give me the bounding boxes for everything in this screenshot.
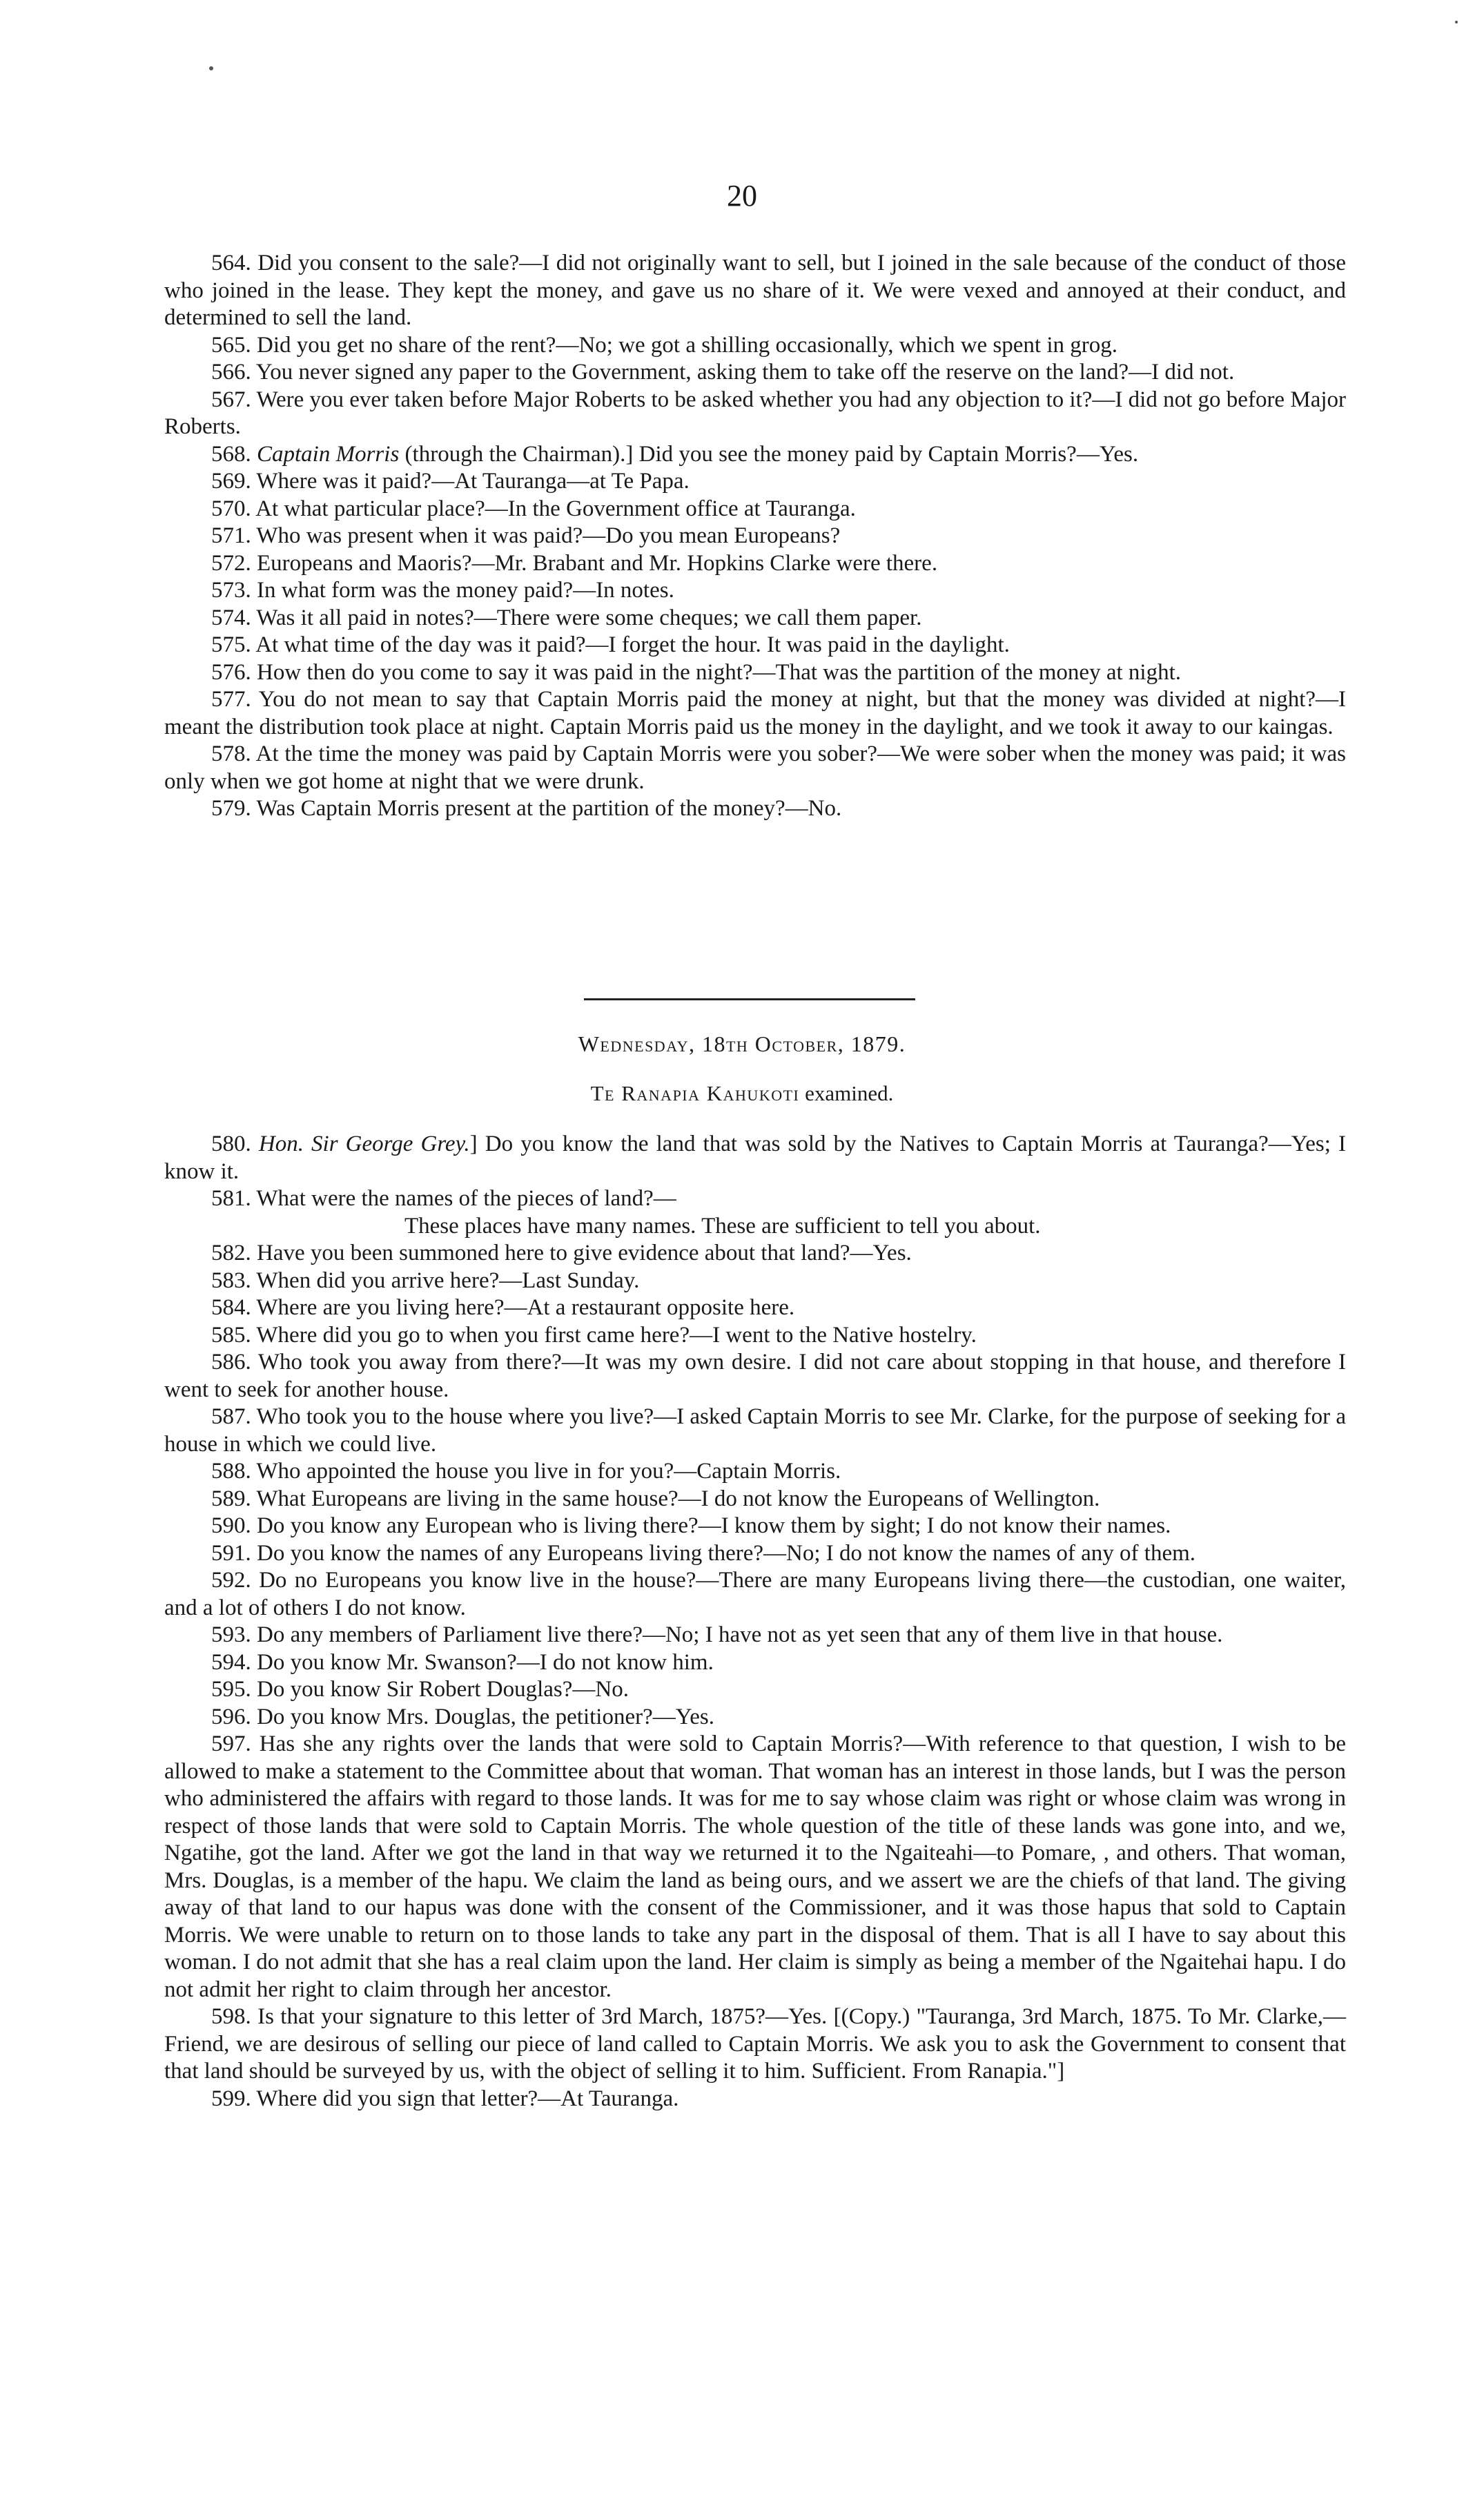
question-number: 567. (211, 387, 257, 412)
question-number: 566. (211, 360, 256, 385)
question-answer-paragraph (164, 1268, 1346, 1295)
examiner-name: Captain Morris (257, 441, 400, 467)
question-answer-text: Who appointed the house you live in for you?—Captain Morris. (256, 1459, 841, 1484)
question-answer-text: When did you arrive here?—Last Sunday. (256, 1268, 640, 1293)
question-answer-text: Where did you go to when you first came here?—I went to the Native hostelry. (256, 1322, 977, 1348)
question-answer-text: Has she any rights over the lands that were sold to Captain Morris?—With reference to that question, I wish to be allowed to make a statement to the Committee about that woman. That woman has an interest in those lands, but I was the person who administered the affairs with regard to those lands. It was for me to say whose claim was right or whose claim was wrong in respect of those lands that were sold to Captain Morris. The whole question of the title of these lands was gone into, and we, Ngatihe, got the land. After we got the land in that way we returned it to the Ngaiteahi—to Pomare, , and others. That woman, Mrs. Douglas, is a member of the hapu. We claim the land as being ours, and we assert we are the chiefs of that land. The giving away of that land to our hapus was done with the consent of the Commissioner, and it was those hapus that sold to Captain Morris. We were unable to return on to those lands to take any part in the disposal of them. That is all I have to say about this woman. I do not admit that she has a real claim upon the land. Her claim is simply as being a member of the Ngaitehai hapu. I do not admit her right to claim through her ancestor. (164, 1731, 1347, 2002)
date-heading: Wednesday, 18th October, 1879. (578, 1031, 906, 1056)
question-answer-text: How then do you come to say it was paid in the night?—That was the partition of the money at night. (257, 659, 1181, 685)
question-answer-text: Do any members of Parliament live there?—No; I have not as yet seen that any of them live in that house. (257, 1622, 1223, 1647)
question-number: 577. (211, 687, 259, 712)
page-number: 20 (727, 179, 757, 213)
question-answer-paragraph (164, 1649, 1346, 1677)
question-answer-text: Who took you away from there?—It was my own desire. I did not care about stopping in that house, and therefore I went to seek for another house. (164, 1350, 1346, 1402)
question-answer-paragraph (164, 2003, 1346, 2086)
question-answer-paragraph (164, 659, 1346, 687)
scan-speck (1455, 21, 1458, 23)
question-answer-paragraph (164, 523, 1346, 550)
question-number: 591. (211, 1540, 257, 1566)
question-answer-paragraph (164, 1294, 1346, 1322)
question-answer-text: Do you know Mrs. Douglas, the petitioner?—Yes. (257, 1704, 715, 1729)
question-number: 579. (211, 796, 257, 821)
question-answer-paragraph (164, 1240, 1346, 1268)
question-answer-paragraph (164, 1322, 1346, 1350)
question-number: 564. (211, 251, 258, 275)
question-number: 569. (211, 469, 257, 494)
question-answer-text: ] Do you know the land that was sold by the Natives to Captain Morris at Tauranga?—Yes; I know it. (164, 1132, 1347, 1184)
question-answer-paragraph (164, 496, 1346, 523)
question-answer-paragraph (164, 686, 1346, 741)
question-answer-paragraph (164, 250, 1346, 332)
question-number: 575. (211, 632, 256, 657)
question-answer-text: Was it all paid in notes?—There were some cheques; we call them paper. (256, 605, 922, 630)
question-number: 582. (211, 1241, 257, 1265)
question-answer-paragraph (164, 468, 1346, 496)
question-number: 587. (211, 1404, 257, 1429)
question-answer-text: Do you know Sir Robert Douglas?—No. (257, 1677, 629, 1702)
evidence-section-one (164, 250, 1346, 823)
question-number: 589. (211, 1486, 257, 1511)
section-divider (584, 998, 915, 1000)
question-answer-text: Where did you sign that letter?—At Tauranga. (256, 2086, 679, 2111)
question-answer-text: Did you consent to the sale?—I did not originally want to sell, but I joined in the sale because of the conduct of those who joined in the lease. They kept the money, and gave us no share of it. We were vexed and annoyed at their conduct, and determined to sell the land. (164, 251, 1346, 330)
question-answer-paragraph (164, 795, 1346, 823)
question-answer-text: You do not mean to say that Captain Morris paid the money at night, but that the money was divided at night?—I meant the distribution took place at night. Captain Morris paid us the money in the daylight, and we took it away to our kaingas. (164, 687, 1346, 739)
question-answer-text: At what particular place?—In the Government office at Tauranga. (255, 496, 856, 521)
question-answer-text: Who was present when it was paid?—Do you mean Europeans? (256, 523, 841, 548)
witness-name: Te Ranapia Kahukoti (590, 1081, 800, 1105)
question-number: 585. (211, 1322, 257, 1348)
question-answer-paragraph (164, 359, 1346, 387)
question-answer-paragraph (164, 1404, 1346, 1458)
witness-heading (0, 1081, 1484, 1106)
question-answer-text: Was Captain Morris present at the partition of the money?—No. (256, 796, 842, 821)
question-number: 574. (211, 605, 257, 630)
question-number: 590. (211, 1513, 257, 1538)
question-answer-text: Europeans and Maoris?—Mr. Brabant and Mr. Hopkins Clarke were there. (257, 550, 938, 576)
question-answer-text: You never signed any paper to the Government, asking them to take off the reserve on the land?—I did not. (255, 360, 1235, 385)
question-answer-paragraph (164, 1513, 1346, 1540)
question-answer-paragraph (164, 1131, 1346, 1185)
scan-speck (209, 66, 213, 70)
question-answer-paragraph (164, 1704, 1346, 1731)
question-answer-paragraph (164, 1185, 1346, 1213)
question-number: 583. (211, 1268, 257, 1293)
question-answer-text: Were you ever taken before Major Roberts to be asked whether you had any objection to it?—I did not go before Major Roberts. (164, 387, 1347, 439)
question-answer-text: Do you know the names of any Europeans living there?—No; I do not know the names of any of them. (257, 1540, 1196, 1566)
question-answer-paragraph (164, 1486, 1346, 1513)
question-number: 594. (211, 1649, 257, 1675)
question-answer-text: Is that your signature to this letter of 3rd March, 1875?—Yes. [(Copy.) "Tauranga, 3rd March, 1875. To Mr. Clarke,—Friend, we are desirous of selling our piece of land called to Captain Morris. We ask you to ask the Government to consent that that land should be surveyed by us, with the object of selling it to him. Sufficient. From Ranapia."] (164, 2004, 1347, 2084)
examiner-name: Hon. Sir George Grey. (258, 1132, 470, 1156)
question-number: 573. (211, 578, 257, 603)
question-answer-paragraph (164, 1349, 1346, 1404)
question-answer-text: What were the names of the pieces of land?— (256, 1186, 676, 1211)
question-number: 571. (211, 523, 257, 548)
question-number: 572. (211, 550, 257, 576)
question-answer-paragraph (164, 605, 1346, 632)
question-number: 568. (211, 441, 257, 467)
question-answer-text: Where was it paid?—At Tauranga—at Te Papa. (256, 469, 690, 494)
question-number: 580. (211, 1132, 259, 1156)
question-answer-text: Have you been summoned here to give evidence about that land?—Yes. (257, 1241, 912, 1265)
question-number: 596. (211, 1704, 257, 1729)
question-number: 599. (211, 2086, 257, 2111)
question-answer-paragraph (164, 1567, 1346, 1622)
question-answer-text: What Europeans are living in the same house?—I do not know the Europeans of Wellington. (256, 1486, 1100, 1511)
question-answer-text: Where are you living here?—At a restaurant opposite here. (256, 1295, 795, 1320)
question-answer-paragraph (164, 332, 1346, 360)
question-answer-paragraph (164, 550, 1346, 578)
question-answer-paragraph (164, 2086, 1346, 2113)
question-number: 588. (211, 1459, 257, 1484)
question-number: 565. (211, 332, 257, 358)
question-answer-text: (through the Chairman).] Did you see the money paid by Captain Morris?—Yes. (399, 441, 1139, 467)
question-answer-paragraph (164, 1622, 1346, 1649)
question-answer-text: Do you know any European who is living there?—I know them by sight; I do not know their names. (257, 1513, 1171, 1538)
question-number: 576. (211, 659, 257, 685)
question-answer-text: Did you get no share of the rent?—No; we got a shilling occasionally, which we spent in grog. (257, 332, 1117, 358)
question-answer-paragraph (164, 1213, 1346, 1241)
question-answer-paragraph (164, 577, 1346, 605)
question-number: 581. (211, 1186, 257, 1211)
witness-status: examined. (799, 1081, 894, 1105)
question-number: 598. (211, 2004, 258, 2029)
question-answer-text: Do you know Mr. Swanson?—I do not know him. (257, 1649, 714, 1675)
question-answer-paragraph (164, 632, 1346, 659)
question-number: 584. (211, 1295, 257, 1320)
question-answer-text: At what time of the day was it paid?—I forget the hour. It was paid in the daylight. (255, 632, 1010, 657)
question-number: 578. (211, 741, 256, 766)
question-number: 595. (211, 1677, 257, 1702)
evidence-section-two (164, 1131, 1346, 2113)
question-answer-paragraph (164, 387, 1346, 441)
question-answer-paragraph (164, 741, 1346, 795)
question-number: 592. (211, 1568, 260, 1593)
question-answer-text: These places have many names. These are sufficient to tell you about. (404, 1213, 1041, 1239)
question-number: 586. (211, 1350, 258, 1375)
question-answer-text: Do no Europeans you know live in the house?—There are many Europeans living there—the custodian, one waiter, and a lot of others I do not know. (164, 1568, 1346, 1620)
question-answer-paragraph (164, 1458, 1346, 1486)
question-answer-text: At the time the money was paid by Captain Morris were you sober?—We were sober when the money was paid; it was only when we got home at night that we were drunk. (164, 741, 1346, 794)
question-answer-text: In what form was the money paid?—In notes. (257, 578, 674, 603)
question-answer-paragraph (164, 441, 1346, 469)
question-number: 570. (211, 496, 256, 521)
question-answer-paragraph (164, 1731, 1346, 2003)
question-answer-paragraph (164, 1676, 1346, 1704)
question-answer-paragraph (164, 1540, 1346, 1568)
question-number: 597. (211, 1731, 260, 1756)
question-answer-text: Who took you to the house where you live?—I asked Captain Morris to see Mr. Clarke, for the purpose of seeking for a house in which we could live. (164, 1404, 1347, 1457)
question-number: 593. (211, 1622, 257, 1647)
